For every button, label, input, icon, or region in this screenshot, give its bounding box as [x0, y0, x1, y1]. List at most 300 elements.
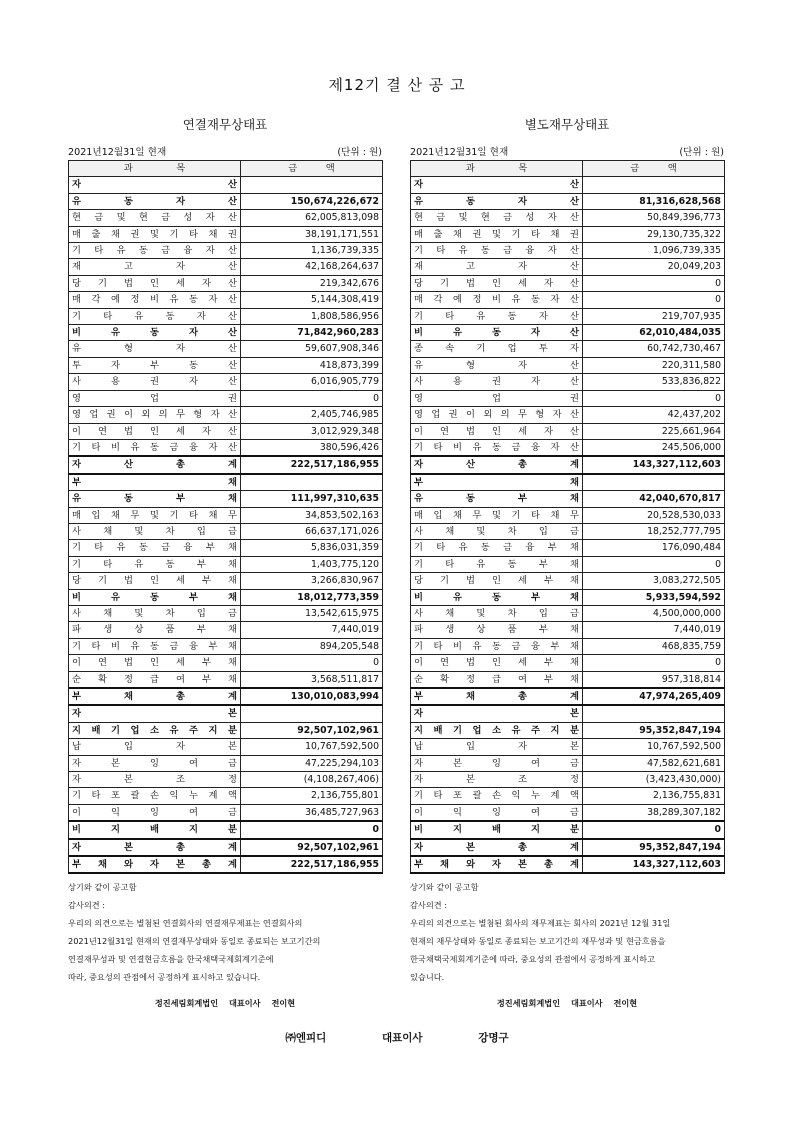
account-name-char: 분 [570, 824, 579, 836]
account-name [69, 573, 241, 589]
account-name-char: 익 [111, 806, 120, 818]
account-name-char: 채 [570, 673, 579, 685]
account-name-char: 채 [570, 640, 579, 652]
account-name-char: 예 [453, 294, 462, 306]
account-name-char: 동 [138, 245, 148, 257]
account-name-char: 비 [492, 294, 501, 306]
account-name-char: 자 [531, 327, 540, 339]
account-name-char: 품 [507, 624, 517, 636]
account-name-char: 채 [570, 624, 579, 636]
table-row [411, 688, 725, 705]
account-name-char: 동 [189, 294, 198, 306]
account-name [69, 390, 241, 406]
account-name-char: 자 [414, 708, 423, 720]
account-name-char: 지 [111, 824, 120, 836]
account-name-char: 지 [208, 724, 218, 736]
note-line: 감사의견 : [410, 900, 447, 911]
account-amount: 957,318,814 [583, 671, 725, 688]
account-name-char: 기 [414, 310, 423, 322]
account-name-char: 총 [544, 859, 553, 871]
account-name-char: 법 [124, 657, 133, 669]
account-name-char: 자 [544, 277, 553, 289]
account-name-char: 사 [72, 525, 81, 537]
account-name [69, 423, 241, 439]
table-row [69, 243, 383, 259]
account-name-char: 융 [525, 542, 535, 554]
account-amount: 5,144,308,419 [241, 292, 383, 308]
account-name-char: 여 [176, 673, 185, 685]
account-name-char: 성 [183, 212, 193, 224]
account-amount [583, 705, 725, 722]
account-name-char: 자 [518, 195, 527, 207]
account-name-char: 비 [150, 294, 159, 306]
account-name-char: 금 [161, 245, 171, 257]
account-name [69, 671, 241, 688]
account-name-char: 산 [228, 425, 237, 437]
account-name-char: 타 [91, 790, 101, 802]
account-name-char: 무 [228, 509, 237, 521]
account-name-char: 익 [169, 790, 179, 802]
account-amount [583, 474, 725, 491]
account-name-char: 부 [544, 673, 553, 685]
table-row [69, 839, 383, 856]
table-row [411, 622, 725, 638]
account-name-char: 자 [414, 459, 423, 471]
account-name-char: 타 [433, 640, 443, 652]
account-name-char: 부 [538, 558, 548, 570]
account-name-char: 총 [176, 841, 185, 853]
account-name-char: 입 [124, 741, 133, 753]
table-row [69, 259, 383, 275]
account-name-char: 자 [176, 195, 185, 207]
account-amount: 0 [583, 556, 725, 572]
account-amount: 10,767,592,500 [241, 739, 383, 755]
account-name-char: 융 [531, 640, 540, 652]
account-name-char: 본 [453, 757, 462, 769]
account-name-char: 자 [189, 327, 198, 339]
account-amount: 245,506,000 [583, 439, 725, 456]
account-name-char: 자 [544, 425, 553, 437]
account-name-char: 입 [538, 525, 548, 537]
account-name [411, 755, 583, 771]
account-name-char: 지 [189, 824, 198, 836]
table-row [411, 407, 725, 423]
account-name-char: 및 [150, 228, 159, 240]
account-name-char: 부 [202, 673, 211, 685]
account-name-char: 형 [193, 409, 203, 421]
account-name-char: 인 [150, 425, 159, 437]
account-name [411, 275, 583, 291]
account-name-char: 당 [414, 575, 423, 587]
table-row [69, 556, 383, 572]
account-name-char: 출 [91, 228, 101, 240]
account-amount: 220,311,580 [583, 357, 725, 373]
account-amount: 62,005,813,098 [241, 210, 383, 226]
account-name-char: 채 [445, 607, 455, 619]
account-name-char: 총 [518, 691, 527, 702]
account-name-char: 산 [227, 212, 237, 224]
account-name-char: 채 [550, 509, 560, 521]
account-name [69, 556, 241, 572]
account-name-char: 이 [414, 657, 423, 669]
account-name-char: 부 [550, 640, 560, 652]
account-amount: 5,933,594,592 [583, 589, 725, 605]
account-amount: 111,997,310,635 [241, 491, 383, 507]
account-name-char: 및 [134, 607, 144, 619]
account-name-char: 계 [228, 859, 237, 871]
account-name-char: 채 [103, 525, 113, 537]
header-account: 과 목 [69, 161, 241, 177]
account-name-char: 의 [158, 409, 168, 421]
account-name-char: 당 [414, 277, 423, 289]
note-line: 있습니다. [410, 972, 445, 983]
account-name-char: 납 [72, 741, 81, 753]
account-name-char: 동 [492, 640, 501, 652]
account-name-char: 부 [538, 624, 548, 636]
account-name-char: 채 [111, 228, 120, 240]
account-amount: 130,010,083,994 [241, 688, 383, 705]
account-name-char: 성 [525, 212, 535, 224]
account-name-char: 상 [476, 624, 486, 636]
account-name [411, 722, 583, 738]
account-name-char: 금 [169, 640, 179, 652]
account-name-char: 배 [91, 724, 101, 736]
table-row [69, 357, 383, 373]
account-name-char: 입 [91, 509, 101, 521]
account-name-char: 산 [228, 343, 237, 355]
table-row [69, 374, 383, 390]
account-name [69, 439, 241, 456]
account-amount: 42,040,670,817 [583, 491, 725, 507]
account-name-char: 유 [72, 343, 81, 355]
account-name-char: 동 [466, 493, 475, 505]
account-name-char: 익 [511, 790, 521, 802]
account-name [411, 688, 583, 705]
account-name-char: 타 [445, 558, 455, 570]
account-name-char: 자 [550, 294, 560, 306]
account-name-char: 자 [414, 841, 423, 853]
account-name-char: 금 [570, 806, 579, 818]
account-name-char: 자 [205, 212, 215, 224]
account-name [69, 193, 241, 209]
account-amount: 3,083,272,505 [583, 573, 725, 589]
account-name [69, 589, 241, 605]
account-name-char: 본 [124, 774, 133, 786]
account-name-char: 업 [431, 409, 441, 421]
account-amount: 42,437,202 [583, 407, 725, 423]
account-name-char: 금 [436, 212, 446, 224]
account-name [69, 688, 241, 705]
account-amount: 71,842,960,283 [241, 325, 383, 341]
account-name-char: 기 [111, 724, 120, 736]
account-name-char: 무 [570, 509, 579, 521]
date-unit-line [410, 146, 724, 160]
account-name-char: 채 [453, 509, 462, 521]
table-body [69, 177, 383, 874]
account-name-char: 채 [228, 673, 237, 685]
table-row [411, 390, 725, 406]
account-name-char: 계 [570, 841, 579, 853]
table-row [69, 804, 383, 821]
account-name-char: 권 [106, 409, 116, 421]
account-name-char: 산 [570, 425, 579, 437]
account-name-char: 및 [492, 228, 501, 240]
account-name-char: 각 [433, 294, 443, 306]
account-name-char: 채 [228, 493, 237, 505]
account-name-char: 금 [228, 525, 237, 537]
table-header-row [411, 161, 725, 177]
account-name [69, 638, 241, 654]
table-row [411, 341, 725, 357]
account-name-char: 본 [518, 859, 527, 871]
account-amount: 18,012,773,359 [241, 589, 383, 605]
account-name [69, 357, 241, 373]
account-name-char: 부 [196, 624, 206, 636]
table-row [69, 325, 383, 341]
account-name-char: 융 [189, 640, 198, 652]
account-name-char: 입 [538, 607, 548, 619]
account-name-char: 외 [483, 409, 493, 421]
account-name-char: 채 [550, 228, 560, 240]
account-name-char: 현 [72, 212, 81, 224]
account-amount: 2,136,755,831 [583, 788, 725, 804]
header-account: 과 목 [411, 161, 583, 177]
account-name-char: 부 [544, 657, 553, 669]
account-name-char: 산 [228, 327, 237, 339]
account-name-char: 타 [436, 542, 446, 554]
account-amount: 6,016,905,779 [241, 374, 383, 390]
account-amount: 1,136,739,335 [241, 243, 383, 259]
account-name-char: 자 [72, 841, 81, 853]
account-name-char: 종 [414, 343, 423, 355]
account-name-char: 채 [466, 691, 475, 702]
account-name-char: 동 [124, 195, 133, 207]
note-line: 따라, 중요성의 관점에서 공정하게 표시하고 있습니다. [68, 972, 261, 983]
account-name-char: 인 [492, 277, 501, 289]
account-name-char: 출 [433, 228, 443, 240]
account-name [411, 540, 583, 556]
account-name-char: 정 [472, 294, 482, 306]
account-name-char: 타 [436, 245, 446, 257]
account-amount [241, 705, 383, 722]
account-name-char: 법 [466, 575, 475, 587]
account-name-char: 업 [507, 343, 517, 355]
account-name-char: 액 [570, 790, 579, 802]
table-row [69, 605, 383, 621]
account-amount: 95,352,847,194 [583, 839, 725, 856]
account-name-char: 기 [511, 509, 521, 521]
account-name-char: 동 [480, 542, 490, 554]
account-name [411, 292, 583, 308]
account-name-char: 유 [116, 245, 126, 257]
account-name-char: 확 [98, 673, 107, 685]
account-name-char: 현 [414, 212, 423, 224]
account-name [411, 556, 583, 572]
table-row [411, 523, 725, 539]
account-name-char: 및 [150, 509, 159, 521]
account-name-char: 손 [492, 790, 501, 802]
account-name [69, 407, 241, 423]
account-name-char: 파 [72, 624, 81, 636]
account-amount: (4,108,267,406) [241, 772, 383, 788]
account-name-char: 기 [414, 558, 423, 570]
account-name-char: 총 [518, 459, 527, 471]
account-name [411, 474, 583, 491]
account-name-char: 이 [72, 806, 81, 818]
account-name-char: 타 [91, 640, 101, 652]
account-name-char: 차 [165, 525, 175, 537]
account-name-char: 부 [414, 691, 423, 702]
account-name-char: 총 [176, 691, 185, 702]
account-name-char: 용 [111, 376, 120, 388]
table-row [69, 722, 383, 738]
account-name-char: 잉 [492, 757, 501, 769]
account-name-char: 차 [507, 525, 517, 537]
table-row [411, 177, 725, 193]
account-name-char: 배 [433, 724, 443, 736]
note-line: 감사의견 : [68, 900, 105, 911]
account-name-char: 동 [480, 245, 490, 257]
account-amount: 7,440,019 [241, 622, 383, 638]
account-name-char: 사 [72, 607, 81, 619]
account-name-char: 금 [503, 212, 513, 224]
account-name-char: 총 [518, 841, 527, 853]
account-name-char: 영 [72, 409, 81, 421]
account-name-char: 기 [72, 640, 81, 652]
account-name [69, 292, 241, 308]
header-amount: 금 액 [583, 161, 725, 177]
account-name-char: 조 [518, 774, 527, 786]
table-row [411, 755, 725, 771]
account-name-char: 자 [414, 757, 423, 769]
account-amount: 0 [241, 821, 383, 838]
account-name [69, 243, 241, 259]
account-amount: 380,596,426 [241, 439, 383, 456]
account-name-char: 투 [72, 359, 81, 371]
account-name-char: 권 [130, 228, 140, 240]
table-row [411, 292, 725, 308]
account-amount: 219,707,935 [583, 308, 725, 324]
table-row [411, 259, 725, 275]
account-name-char: 부 [531, 591, 540, 603]
account-name [69, 523, 241, 539]
account-name-char: 영 [414, 409, 423, 421]
account-name [411, 739, 583, 755]
account-name-char: 산 [228, 441, 237, 453]
account-name-char: 자 [72, 708, 81, 720]
account-amount [241, 474, 383, 491]
account-name-char: 융 [183, 245, 193, 257]
account-name-char: 괄 [472, 790, 482, 802]
account-amount: 42,168,264,637 [241, 259, 383, 275]
account-name-char: 자 [538, 310, 548, 322]
account-name-char: 유 [458, 542, 468, 554]
account-name-char: 형 [124, 343, 133, 355]
account-name-char: 정 [124, 673, 133, 685]
account-name [411, 638, 583, 654]
account-name-char: 의 [500, 409, 510, 421]
account-name-char: 매 [414, 509, 423, 521]
account-name-char: 계 [228, 459, 237, 471]
account-name-char: 비 [72, 824, 81, 836]
account-name-char: 배 [150, 824, 159, 836]
account-name-char: 유 [134, 558, 144, 570]
date-unit-line [68, 146, 382, 160]
account-name-char: 생 [103, 624, 113, 636]
account-name-char: 이 [72, 657, 81, 669]
account-amount: 2,405,746,985 [241, 407, 383, 423]
table-row [411, 226, 725, 242]
account-amount: 4,500,000,000 [583, 605, 725, 621]
account-name-char: 부 [202, 657, 211, 669]
account-name [69, 722, 241, 738]
account-name-char: 권 [472, 228, 482, 240]
account-name-char: 산 [570, 195, 579, 207]
account-name-char: 무 [175, 409, 185, 421]
account-amount: 38,289,307,182 [583, 804, 725, 821]
panel-title: 연결재무상태표 [182, 117, 268, 132]
account-name-char: 타 [103, 310, 113, 322]
note-line: 현재의 재무상태와 동일로 종료되는 보고기간의 재무성과 및 현금흐름을 [410, 936, 666, 947]
account-name-char: 산 [570, 277, 579, 289]
account-name [69, 456, 241, 473]
account-name [411, 357, 583, 373]
account-name-char: 법 [124, 575, 133, 587]
account-name-char: 형 [466, 359, 475, 371]
note-line: 우리의 의견으로는 별첨된 회사의 재무제표는 회사의 2021년 12월 31일 [410, 918, 671, 929]
account-amount [583, 177, 725, 193]
account-name [411, 589, 583, 605]
account-name-char: 채 [453, 228, 462, 240]
table-row [411, 671, 725, 688]
account-name [411, 839, 583, 856]
account-name-char: 자 [552, 409, 562, 421]
account-name-char: 동 [531, 294, 540, 306]
account-name-char: 소 [492, 724, 501, 736]
account-name-char: 산 [570, 179, 579, 191]
table-row [69, 688, 383, 705]
account-amount: 3,568,511,817 [241, 671, 383, 688]
table-row [69, 193, 383, 209]
note-line: 상기와 같이 공고함 [68, 882, 137, 893]
account-name-char: 잉 [492, 806, 501, 818]
account-name-char: 급 [492, 673, 501, 685]
account-name-char: 부 [202, 575, 211, 587]
account-name-char: 유 [414, 493, 423, 505]
table-row [411, 804, 725, 821]
account-amount: 150,674,226,672 [241, 193, 383, 209]
account-name-char: 납 [414, 741, 423, 753]
account-name-char: 권 [570, 392, 579, 404]
account-name-char: 부 [208, 640, 218, 652]
account-name-char: 채 [228, 657, 237, 669]
account-name-char: 금 [169, 441, 179, 453]
account-name-char: 동 [138, 542, 148, 554]
account-name-char: 인 [492, 575, 501, 587]
account-name-char: 채 [440, 859, 449, 871]
ceo-title: 대표이사 [381, 1032, 423, 1044]
account-amount: 418,873,399 [241, 357, 383, 373]
account-amount: 13,542,615,975 [241, 605, 383, 621]
account-name [69, 210, 241, 226]
table-row [411, 655, 725, 671]
account-name-char: 권 [570, 228, 579, 240]
account-name-char: 자 [547, 245, 557, 257]
account-name-char: 비 [414, 591, 423, 603]
account-name-char: 이 [414, 806, 423, 818]
table-row [69, 821, 383, 838]
table-row [69, 210, 383, 226]
